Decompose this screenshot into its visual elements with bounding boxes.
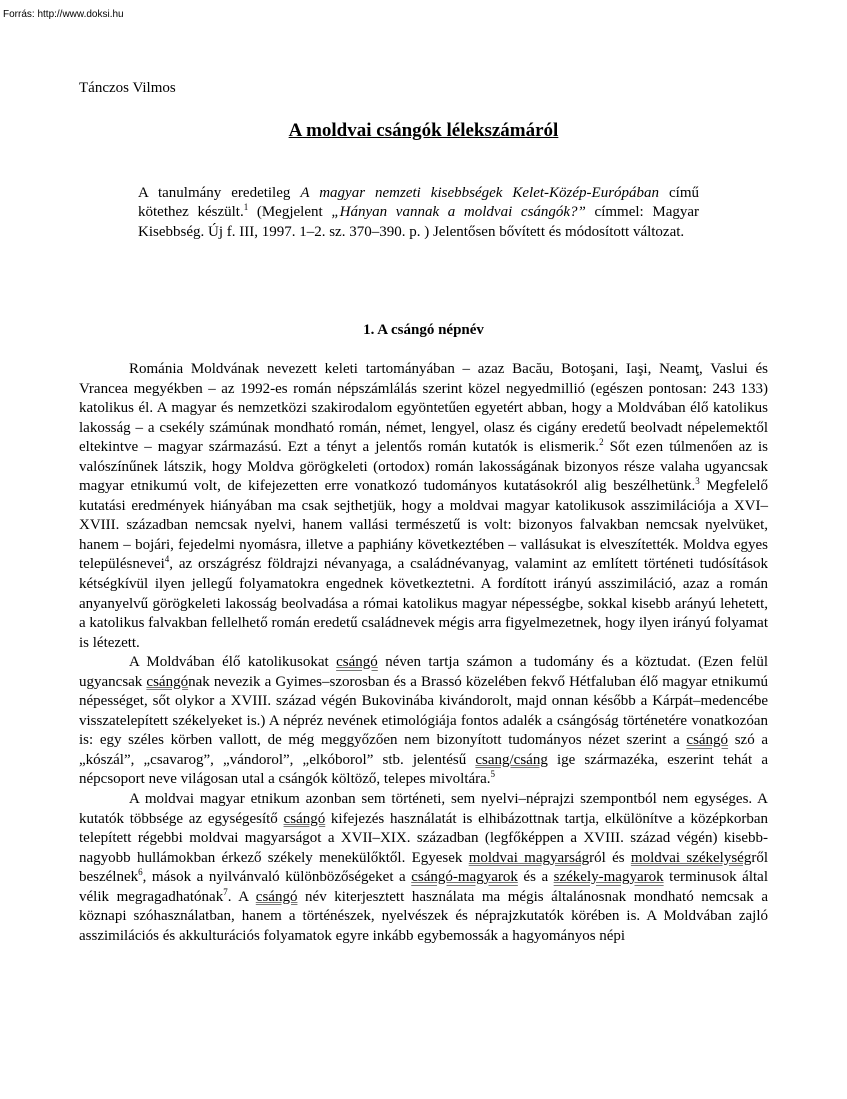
abstract-text: A tanulmány eredetileg [138, 185, 301, 201]
underlined-term: csang/csáng [475, 751, 548, 768]
paragraph-text: néven tartja számon a tudomány és a köztudat. (Ezen felül ugyancsak [79, 654, 768, 690]
underlined-term: csángó [146, 673, 189, 690]
footnote-ref: 2 [599, 437, 604, 448]
paragraph-text: terminusok által vélik megragadhatónak [79, 869, 768, 905]
paragraph-text: ról és [589, 849, 631, 866]
underlined-term: csángó-magyarok [411, 869, 518, 886]
paragraph-text: nak nevezik a Gyimes–szorosban és a Brassó közelében fekvő Hétfaluban élő magyar etnikumú népességet, sőt olykor a XVIII. század végén Bukovinába kivándorolt, majd onnan később a Kárpát–medencébe visszatelepített székelyeket is.) A népréz nevének etimológiája fontos adalék a csángóság történetére vonatkozóan is: egy széles körben vallott, de még meggyőzően nem bizonyított tudományos nézet szerint a [79, 673, 769, 749]
paragraph-text: . A [227, 888, 256, 905]
abstract-book-title: A magyar nemzeti kisebbségek Kelet-Közép-Európában [300, 185, 660, 201]
paragraph-text: A moldvai magyar etnikum azonban sem történeti, sem nyelvi–néprajzi szempontból nem egységes. A kutatók többsége az egységesítő [79, 791, 768, 827]
author-name: Tánczos Vilmos [79, 80, 176, 96]
paragraph-text: A Moldvában élő katolikusokat [129, 654, 337, 671]
body-text [79, 360, 768, 946]
paragraph-text: és a [517, 869, 554, 886]
footnote-ref: 4 [164, 554, 170, 565]
footnote-ref: 3 [695, 476, 700, 487]
paragraph-text: Sőt ezen túlmenően az is valószínűnek látszik, hogy Moldva görögkeleti (ortodox) román lakosságának bizonyos része valaha ugyancsak magyar etnikumú volt, de kifejezetten erre vonatkozó tudományos kutatásokról alig beszélhetünk. [79, 439, 768, 495]
paragraph-text: Megfelelő kutatási eredmények hiányában ma csak sejthetjük, hogy a moldvai magyar katolikusok asszimilációja a XVI–XVIII. században nemcsak nyelvi, hanem vallási természetű is volt: bizonyos falvakban nemcsak nyelvüket, hanem – bojári, fejedelmi nyomásra, illetve a paphiány következtében – vallásukat is elveszítették. Moldva egyes településnevei [79, 478, 769, 573]
paragraph-text: szó a „kószál”, „csavarog”, „vándorol”, „elkóborol” stb. jelentésű [79, 732, 768, 768]
abstract-note [138, 184, 699, 242]
footnote-ref: 1 [243, 202, 249, 213]
paragraph-text: név kiterjesztett használata ma mégis általánosnak mondható nemcsak a köznapi szóhasználatban, hanem a történészek, nyelvészek és néprajzkutatók körében is. A Moldvában zajló asszimilációs és akkulturációs folyamatok egyre inkább egybemossák a hagyományos népi [79, 888, 768, 944]
source-label: Forrás: http://www.doksi.hu [3, 9, 124, 20]
abstract-article-title: „Hányan vannak a moldvai csángók?” [331, 204, 586, 221]
paragraph-text: ige származéka, eszerint tehát a népcsoport neve világosan utal a csángók költöző, telepes mivoltára. [79, 751, 768, 788]
underlined-term: székely-magyarok [553, 869, 664, 886]
underlined-term: csángó [686, 732, 729, 749]
paragraph-text: ről beszélnek [79, 849, 769, 886]
underlined-term: csángó [283, 810, 326, 827]
paragraph-text: , az országrész földrajzi névanyaga, a családnévanyag, valamint az említett történeti tudósítások kétségkívül ilyen jellegű folyamatokra engednek következtetni. A fordított irányú asszimiláció, azaz a román anyanyelvű görögkeleti lakosság beolvadása a római katolikus magyar népességbe, sokkal kisebb arányú lehetett, a katolikus falvakban fellelhető román eredetű családnevek mégis arra figyelmezetnek, hogy ilyen irányú folyamat is létezett. [79, 556, 768, 651]
paragraph-text: kifejezés használatát is elhibázottnak tartja, elkülönítve a középkorban telepített régebbi moldvai magyarságot a XVII–XIX. században (legfőképpen a XVIII. század végén) kisebb-nagyobb hullámokban érkező székely menekülőktől. Egyesek [79, 810, 768, 866]
abstract-text: címmel: Magyar Kisebbség. Új f. III, 1997. 1–2. sz. 370–390. p. ) Jelentősen bővített és módosított változat. [138, 204, 700, 240]
underlined-term: csángó [255, 888, 298, 905]
underlined-term: moldvai magyarság [468, 849, 590, 866]
footnote-ref: 7 [223, 886, 228, 897]
underlined-term: moldvai székelység [630, 849, 752, 866]
paragraph-2 [79, 653, 768, 790]
footnote-ref: 5 [490, 769, 496, 780]
abstract-text: című kötethez készült. [138, 185, 700, 221]
footnote-ref: 6 [138, 867, 143, 878]
abstract-text: (Megjelent [248, 204, 332, 221]
document-title: A moldvai csángók lélekszámáról [288, 120, 559, 141]
section-heading: 1. A csángó népnév [363, 322, 484, 338]
paragraph-1 [79, 360, 768, 653]
paragraph-3 [79, 790, 768, 946]
paragraph-text: , mások a nyilvánvaló különbözőségeket a [142, 869, 412, 886]
paragraph-text: Románia Moldvának nevezett keleti tartományában – azaz Bacău, Botoşani, Iaşi, Neamţ, Vaslui és Vrancea megyékben – az 1992-es román népszámlálás szerint közel negyedmillió (egészen pontosan: 243 133) katolikus él. A magyar és nemzetközi szakirodalom egyöntetűen egyetért abban, hogy a Moldvában élő katolikus lakosság – a csekély számúnak mondható román, német, lengyel, olasz és cigány eredetű beolvadt népelemektől eltekintve – magyar származású. Ezt a tényt a jelentős román kutatók is elismerik. [79, 361, 768, 456]
underlined-term: csángó [336, 654, 378, 671]
